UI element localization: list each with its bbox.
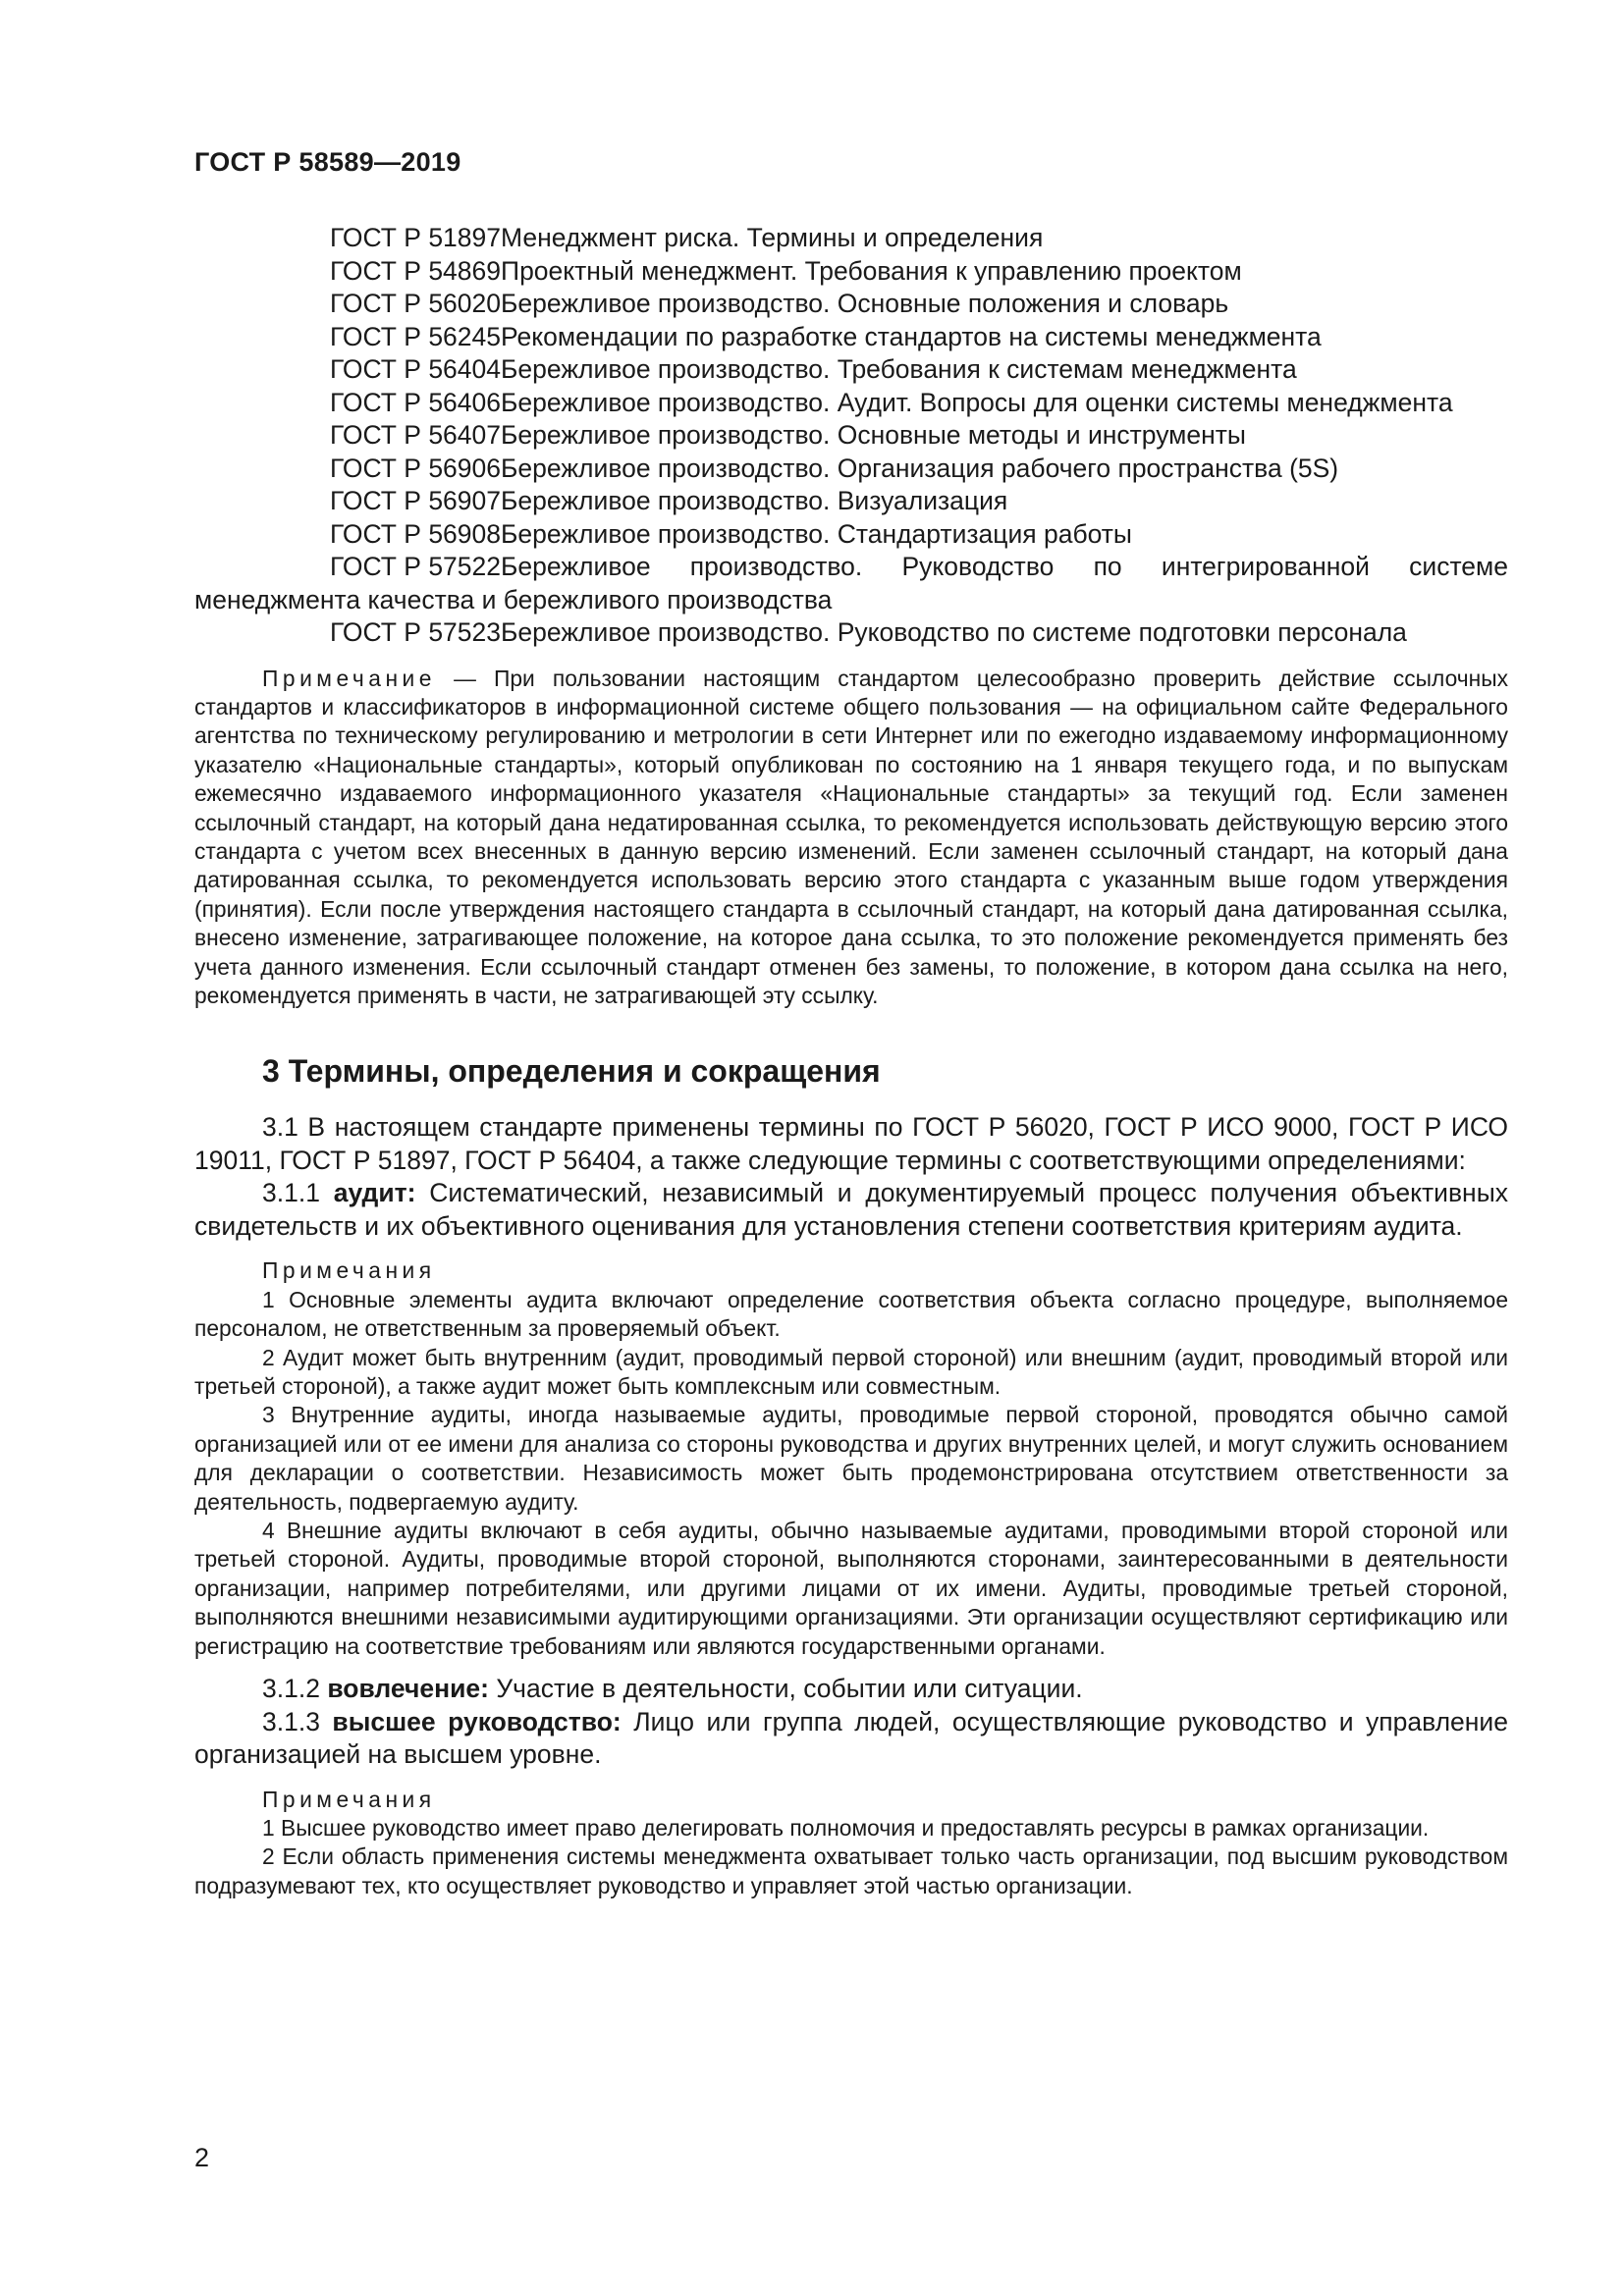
reference-code: ГОСТ Р 56906	[330, 453, 502, 483]
reference-item	[194, 321, 1508, 354]
reference-code: ГОСТ Р 56245	[330, 321, 502, 351]
intro-paragraph: 3.1 В настоящем стандарте применены термины по ГОСТ Р 56020, ГОСТ Р ИСО 9000, ГОСТ Р ИСО 19011, ГОСТ Р 51897, ГОСТ Р 56404, а также следующие термины с соответствующими определениями:	[194, 1112, 1508, 1175]
reference-code: ГОСТ Р 56908	[330, 518, 502, 549]
note-label: Примечание	[262, 665, 436, 691]
reference-item	[194, 255, 1508, 289]
note-item: 4 Внешние аудиты включают в себя аудиты, обычно называемые аудитами, проводимыми второй стороной или третьей стороной. Аудиты, проводимые второй стороной, выполняются сторонами, заинтересованными в деятельности организации, например потребителями, или другими лицами от их имени. Аудиты, проводимые третьей стороной, выполняются внешними независимыми аудитирующими организациями. Эти организации осуществляют сертификацию или регистрацию на соответствие требованиям или являются государственными органами.	[194, 1518, 1508, 1659]
note-item: 2 Если область применения системы менеджмента охватывает только часть организации, под высшим руководством подразумевают тех, кто осуществляет руководство и управляет этой частью организации.	[194, 1843, 1508, 1898]
reference-title: Бережливое производство. Руководство по системе подготовки персонала	[501, 617, 1407, 647]
reference-item	[194, 551, 1508, 616]
reference-code: ГОСТ Р 57522	[330, 552, 502, 581]
term-3-1-3	[194, 1706, 1508, 1772]
reference-item	[194, 453, 1508, 486]
reference-item	[194, 353, 1508, 387]
reference-title: Проектный менеджмент. Требования к управлению проектом	[501, 255, 1242, 286]
reference-title: Бережливое производство. Основные положения и словарь	[501, 289, 1229, 318]
reference-item	[194, 485, 1508, 518]
reference-item	[194, 387, 1508, 420]
reference-title: Бережливое производство. Основные методы и инструменты	[501, 420, 1246, 450]
reference-title: Бережливое производство. Руководство по интегрированной системе менеджмента качества и бережливого производства	[194, 552, 1508, 614]
reference-code: ГОСТ Р 56907	[330, 486, 502, 515]
reference-code: ГОСТ Р 56407	[330, 420, 502, 450]
references-note	[194, 665, 1508, 1011]
term-number: 3.1.1	[262, 1178, 320, 1208]
reference-title: Бережливое производство. Визуализация	[501, 486, 1008, 515]
reference-code: ГОСТ Р 51897	[330, 223, 502, 252]
section-title: 3 Термины, определения и сокращения	[262, 1053, 881, 1090]
term-definition: Лицо или группа людей, осуществляющие руководство и управление организацией на высшем уровне.	[194, 1706, 1508, 1770]
term-name: вовлечение:	[327, 1674, 489, 1704]
reference-item	[194, 222, 1508, 255]
notes-3-1-3	[194, 1786, 1508, 1901]
reference-code: ГОСТ Р 56404	[330, 354, 502, 384]
reference-item	[194, 288, 1508, 321]
reference-title: Бережливое производство. Организация рабочего пространства (5S)	[501, 453, 1339, 483]
note-item: 2 Аудит может быть внутренним (аудит, проводимый первой стороной) или внешним (аудит, проводимый второй или третьей стороной), а также аудит может быть комплексным или совместным.	[194, 1344, 1508, 1399]
page-content	[194, 222, 1508, 1900]
term-3-1-2	[194, 1673, 1508, 1706]
notes-title: Примечания	[262, 1257, 436, 1284]
note-text: — При пользовании настоящим стандартом целесообразно проверить действие ссылочных стандартов и классификаторов в информационной системе общего пользования — на официальном сайте Федерального агентства по техническому регулированию и метрологии в сети Интернет или по ежегодно издаваемому информационному указателю «Национальные стандарты», который опубликован по состоянию на 1 января текущего года, и по выпускам ежемесячно издаваемого информационного указателя «Национальные стандарты» за текущий год. Если заменен ссылочный стандарт, на который дана недатированная ссылка, то рекомендуется использовать действующую версию этого стандарта с учетом всех внесенных в данную версию изменений. Если заменен ссылочный стандарт, на который дана датированная ссылка, то рекомендуется использовать версию этого стандарта с указанным выше годом утверждения (принятия). Если после утверждения настоящего стандарта в ссылочный стандарт, на который дана датированная ссылка, внесено изменение, затрагивающее положение, на которое дана ссылка, то это положение рекомендуется применять без учета данного изменения. Если ссылочный стандарт отменен без замены, то положение, в котором дана ссылка на него, рекомендуется применять в части, не затрагивающей эту ссылку.	[194, 665, 1508, 1008]
term-3-1-1	[194, 1177, 1508, 1243]
notes-title: Примечания	[262, 1786, 436, 1812]
reference-title: Бережливое производство. Аудит. Вопросы для оценки системы менеджмента	[501, 387, 1453, 417]
reference-code: ГОСТ Р 56020	[330, 289, 502, 318]
reference-item	[194, 419, 1508, 453]
reference-code: ГОСТ Р 54869	[330, 255, 502, 286]
term-definition: Систематический, независимый и документируемый процесс получения объективных свидетельств и их объективного оценивания для установления степени соответствия критериям аудита.	[194, 1178, 1508, 1241]
reference-item	[194, 616, 1508, 650]
term-number: 3.1.3	[262, 1706, 320, 1736]
term-definition: Участие в деятельности, событии или ситуации.	[496, 1674, 1083, 1704]
note-item: 1 Основные элементы аудита включают определение соответствия объекта согласно процедуре, выполняемое персоналом, не ответственным за проверяемый объект.	[194, 1286, 1508, 1342]
term-name: высшее руководство:	[332, 1706, 622, 1736]
reference-code: ГОСТ Р 57523	[330, 617, 502, 647]
page-number: 2	[194, 2143, 210, 2172]
reference-title: Бережливое производство. Требования к системам менеджмента	[501, 354, 1297, 384]
note-item: 1 Высшее руководство имеет право делегировать полномочия и предоставлять ресурсы в рамках организации.	[262, 1814, 1430, 1841]
term-number: 3.1.2	[262, 1674, 320, 1704]
terms-continued	[194, 1673, 1508, 1772]
note-item: 3 Внутренние аудиты, иногда называемые аудиты, проводимые первой стороной, проводятся обычно самой организацией или от ее имени для анализа со стороны руководства и других внутренних целей, и могут служить основанием для декларации о соответствии. Независимость может быть продемонстрирована отсутствием ответственности за деятельность, подвергаемую аудиту.	[194, 1402, 1508, 1515]
reference-title: Менеджмент риска. Термины и определения	[501, 223, 1044, 252]
term-name: аудит:	[333, 1178, 416, 1208]
document-header: ГОСТ Р 58589—2019	[194, 147, 461, 177]
section-intro	[194, 1111, 1508, 1243]
reference-title: Бережливое производство. Стандартизация работы	[501, 518, 1132, 549]
reference-item	[194, 518, 1508, 552]
normative-references-list	[194, 222, 1508, 650]
reference-code: ГОСТ Р 56406	[330, 387, 502, 417]
notes-3-1-1	[194, 1256, 1508, 1661]
reference-title: Рекомендации по разработке стандартов на системы менеджмента	[501, 321, 1322, 351]
